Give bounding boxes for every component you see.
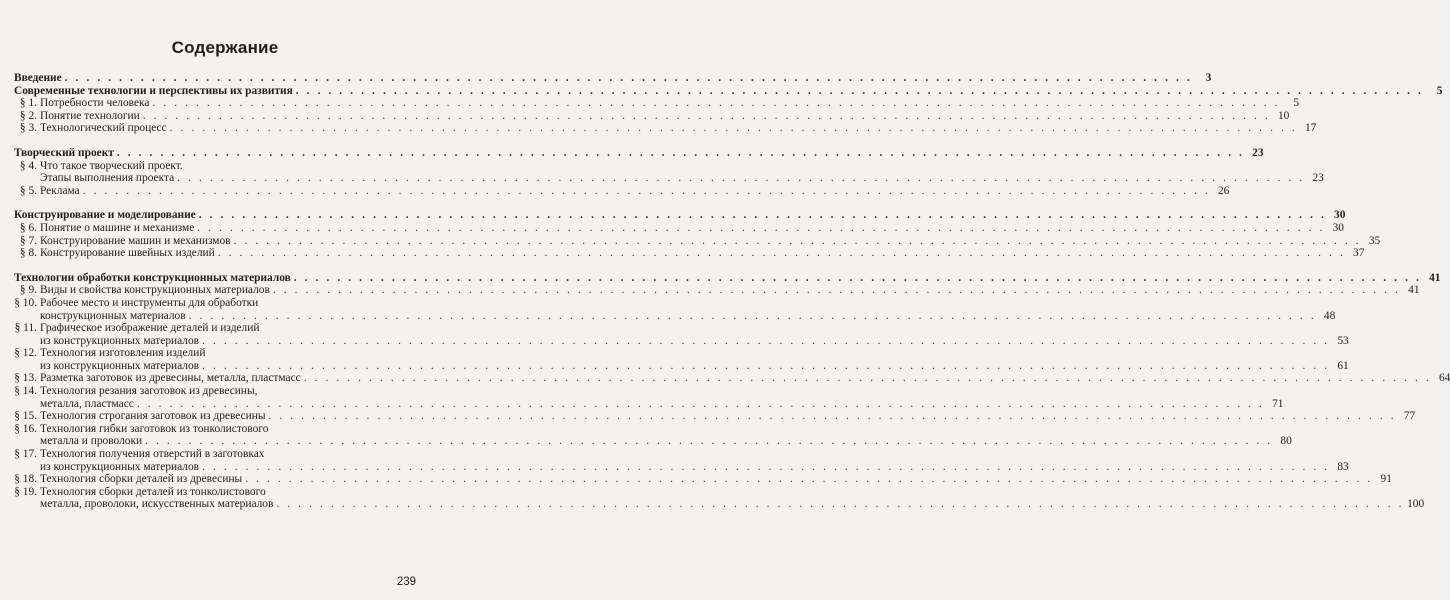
toc-entry-row[interactable] — [14, 359, 1349, 373]
toc-entry-row[interactable] — [14, 234, 1381, 248]
toc-page-number: 30 — [1334, 209, 1346, 222]
toc-leader-dots: . . . . . . . . . . . . . . . . . . . . . . . . . . . . . . . . . . . . . . . . . . . . . . . . . . . . . . . . . . . . . . . . . . . . . . . . . . . . . . . . . . . . . . . . . . . . . . . . . . . . . . . . — [245, 473, 1373, 486]
toc-paragraph-number: § 7. — [19, 234, 37, 247]
toc-heading-row[interactable] — [14, 72, 1212, 85]
toc-paragraph-number: § 8. — [19, 247, 37, 260]
toc-entry-title: Виды и свойства конструкционных материалов — [40, 284, 270, 297]
toc-page-number: 5 — [1293, 97, 1300, 110]
toc-paragraph-number: § 3. — [19, 122, 37, 135]
toc-entry-title: Технология сборки деталей из тонколистового — [40, 485, 266, 498]
toc-entry-row[interactable] — [14, 109, 1290, 123]
toc-paragraph-number: § 4. — [19, 159, 37, 172]
toc-leader-dots: . . . . . . . . . . . . . . . . . . . . . . . . . . . . . . . . . . . . . . . . . . . . . . . . . . . . . . . . . . . . . . . . . . . . . . . . . . . . . . . . . . . . . . . . . . . . . . . . . . . . . . . . — [64, 72, 1193, 84]
toc-entry-title: Современные технологии и перспективы их развития — [14, 84, 293, 97]
toc-paragraph-number: § 16. — [14, 422, 37, 435]
toc-entry-title: Технология строгания заготовок из древесины — [40, 410, 266, 423]
toc-page-number: 5 — [1436, 84, 1443, 97]
toc-leader-dots: . . . . . . . . . . . . . . . . . . . . . . . . . . . . . . . . . . . . . . . . . . . . . . . . . . . . . . . . . . . . . . . . . . . . . . . . . . . . . . . . . . . . . . . . . . . . . . . . . . . . . . . . — [169, 122, 1298, 135]
toc-leader-dots: . . . . . . . . . . . . . . . . . . . . . . . . . . . . . . . . . . . . . . . . . . . . . . . . . . . . . . . . . . . . . . . . . . . . . . . . . . . . . . . . . . . . . . . . . . . . . . . . . . . . . . . . — [202, 460, 1330, 473]
toc-entry-title: Реклама — [40, 184, 80, 197]
toc-paragraph-number: § 12. — [14, 347, 37, 360]
toc-page-number: 71 — [1272, 397, 1284, 410]
toc-entry-row[interactable] — [14, 385, 416, 398]
toc-heading-row[interactable] — [14, 271, 1441, 285]
toc-leader-dots: . . . . . . . . . . . . . . . . . . . . . . . . . . . . . . . . . . . . . . . . . . . . . . . . . . . . . . . . . . . . . . . . . . . . . . . . . . . . . . . . . . . . . . . . . . . . . . . . . . . . . . . . — [145, 435, 1273, 448]
toc-page-number: 77 — [1403, 410, 1416, 423]
toc-section — [14, 209, 1381, 260]
toc-paragraph-number: § 11. — [14, 322, 37, 335]
toc-leader-dots: . . . . . . . . . . . . . . . . . . . . . . . . . . . . . . . . . . . . . . . . . . . . . . . . . . . . . . . . . . . . . . . . . . . . . . . . . . . . . . . . . . . . . . . . . . . . . . . . . . . . . . . . — [197, 221, 1325, 234]
toc-leader-dots: . . . . . . . . . . . . . . . . . . . . . . . . . . . . . . . . . . . . . . . . . . . . . . . . . . . . . . . . . . . . . . . . . . . . . . . . . . . . . . . . . . . . . . . . . . . . . . . . . . . . . . . . — [188, 309, 1317, 322]
toc-entry-row[interactable] — [14, 184, 1230, 198]
toc-paragraph-number: § 1. — [19, 97, 37, 110]
table-of-contents — [14, 72, 1450, 523]
toc-page-number: 26 — [1217, 184, 1230, 197]
toc-leader-dots: . . . . . . . . . . . . . . . . . . . . . . . . . . . . . . . . . . . . . . . . . . . . . . . . . . . . . . . . . . . . . . . . . . . . . . . . . . . . . . . . . . . . . . . . . . . . . . . . . . . . . . . . — [198, 209, 1327, 222]
toc-leader-dots: . . . . . . . . . . . . . . . . . . . . . . . . . . . . . . . . . . . . . . . . . . . . . . . . . . . . . . . . . . . . . . . . . . . . . . . . . . . . . . . . . . . . . . . . . . . . . . . . . . . . . . . . — [202, 359, 1330, 372]
toc-page-number: 61 — [1337, 359, 1349, 372]
toc-entry-row[interactable] — [14, 423, 416, 436]
toc-entry-title: Рабочее место и инструменты для обработки — [40, 296, 259, 309]
toc-paragraph-number: § 18. — [14, 473, 37, 486]
toc-entry-row[interactable] — [14, 309, 1336, 323]
toc-paragraph-number: § 6. — [19, 221, 37, 234]
toc-leader-dots: . . . . . . . . . . . . . . . . . . . . . . . . . . . . . . . . . . . . . . . . . . . . . . . . . . . . . . . . . . . . . . . . . . . . . . . . . . . . . . . . . . . . . . . . . . . . . . . . . . . . . . . . — [116, 146, 1245, 159]
toc-entry-title: Технология сборки деталей из древесины — [40, 473, 243, 486]
toc-entry-row[interactable] — [14, 347, 416, 360]
toc-entry-title: Конструирование и моделирование — [14, 209, 196, 222]
toc-section — [14, 271, 1450, 511]
toc-entry-title: Разметка заготовок из древесины, металла, пластмасс — [40, 372, 301, 385]
toc-entry-row[interactable] — [14, 486, 416, 499]
toc-entry-row[interactable] — [14, 473, 1392, 486]
toc-page-number: 48 — [1323, 309, 1336, 322]
toc-heading-row[interactable] — [14, 146, 1264, 160]
toc-entry-row[interactable] — [14, 160, 416, 173]
toc-section — [14, 72, 1443, 135]
toc-page-number: 10 — [1277, 109, 1290, 122]
toc-leader-dots: . . . . . . . . . . . . . . . . . . . . . . . . . . . . . . . . . . . . . . . . . . . . . . . . . . . . . . . . . . . . . . . . . . . . . . . . . . . . . . . . . . . . . . . . . . . . . . . . . . . . . . . . — [276, 498, 1405, 511]
toc-page-number: 35 — [1368, 234, 1381, 247]
toc-leader-dots: . . . . . . . . . . . . . . . . . . . . . . . . . . . . . . . . . . . . . . . . . . . . . . . . . . . . . . . . . . . . . . . . . . . . . . . . . . . . . . . . . . . . . . . . . . . . . . . . . . . . . . . . — [136, 397, 1265, 410]
toc-entry-title: Потребности человека — [40, 97, 150, 110]
toc-leader-dots: . . . . . . . . . . . . . . . . . . . . . . . . . . . . . . . . . . . . . . . . . . . . . . . . . . . . . . . . . . . . . . . . . . . . . . . . . . . . . . . . . . . . . . . . . . . . . . . . . . . . . . . . — [233, 234, 1362, 247]
toc-page-number: 41 — [1408, 284, 1420, 297]
toc-entry-title: Что такое творческий проект. — [40, 159, 183, 172]
toc-page-number: 41 — [1429, 271, 1441, 284]
toc-entry-row[interactable] — [14, 122, 1317, 135]
toc-paragraph-number: § 15. — [14, 410, 37, 423]
toc-entry-row[interactable] — [14, 221, 1344, 235]
toc-page-number: 100 — [1407, 498, 1425, 511]
toc-entry-row[interactable] — [14, 460, 1349, 474]
toc-leader-dots: . . . . . . . . . . . . . . . . . . . . . . . . . . . . . . . . . . . . . . . . . . . . . . . . . . . . . . . . . . . . . . . . . . . . . . . . . . . . . . . . . . . . . . . . . . . . . . . . . . . . . . . . — [152, 97, 1281, 110]
toc-paragraph-number: § 19. — [14, 485, 37, 498]
toc-entry-title: Технология резания заготовок из древесины, — [40, 385, 258, 398]
toc-paragraph-number: § 17. — [14, 448, 37, 461]
toc-page-number: 64 — [1438, 372, 1450, 385]
toc-entry-title: конструкционных материалов — [40, 309, 186, 322]
toc-page-number: 23 — [1252, 146, 1264, 159]
toc-entry-title: из конструкционных материалов — [40, 359, 200, 372]
toc-entry-row[interactable] — [14, 372, 1450, 385]
toc-entry-title: Конструирование швейных изделий — [40, 247, 215, 260]
toc-leader-dots: . . . . . . . . . . . . . . . . . . . . . . . . . . . . . . . . . . . . . . . . . . . . . . . . . . . . . . . . . . . . . . . . . . . . . . . . . . . . . . . . . . . . . . . . . . . . . . . . . . . . . . . . — [295, 84, 1424, 97]
toc-section — [14, 146, 1324, 197]
toc-entry-row[interactable] — [14, 435, 1292, 448]
toc-leader-dots: . . . . . . . . . . . . . . . . . . . . . . . . . . . . . . . . . . . . . . . . . . . . . . . . . . . . . . . . . . . . . . . . . . . . . . . . . . . . . . . . . . . . . . . . . . . . . . . . . . . . . . . . — [268, 410, 1397, 423]
toc-leader-dots: . . . . . . . . . . . . . . . . . . . . . . . . . . . . . . . . . . . . . . . . . . . . . . . . . . . . . . . . . . . . . . . . . . . . . . . . . . . . . . . . . . . . . . . . . . . . . . . . . . . . . . . . — [82, 184, 1211, 197]
toc-entry-title: Конструирование машин и механизмов — [40, 234, 231, 247]
toc-page-number: 23 — [1312, 172, 1324, 185]
toc-heading-row[interactable] — [14, 209, 1346, 222]
toc-page-number: 3 — [1205, 72, 1212, 84]
toc-entry-title: Введение — [14, 72, 62, 84]
toc-entry-row[interactable] — [14, 498, 1425, 511]
toc-page-number: 91 — [1380, 473, 1392, 486]
toc-entry-row[interactable] — [14, 247, 1365, 260]
toc-entry-row[interactable] — [14, 322, 416, 335]
toc-paragraph-number: § 13. — [14, 372, 37, 385]
toc-entry-title: Технологический процесс — [40, 122, 167, 135]
toc-paragraph-number: § 9. — [19, 284, 37, 297]
toc-entry-title: Технология изготовления изделий — [40, 347, 206, 360]
toc-entry-title: металла, проволоки, искусственных материалов — [40, 498, 274, 511]
toc-entry-title: Понятие технологии — [40, 109, 140, 122]
toc-entry-title: из конструкционных материалов — [40, 334, 200, 347]
toc-entry-title: металла, пластмасс — [40, 397, 134, 410]
toc-entry-row[interactable] — [14, 410, 1416, 423]
toc-entry-row[interactable] — [14, 97, 1300, 110]
page-number: 239 — [396, 576, 416, 588]
toc-leader-dots: . . . . . . . . . . . . . . . . . . . . . . . . . . . . . . . . . . . . . . . . . . . . . . . . . . . . . . . . . . . . . . . . . . . . . . . . . . . . . . . . . . . . . . . . . . . . . . . . . . . . . . . . — [202, 334, 1330, 347]
toc-page-number: 37 — [1353, 247, 1365, 260]
toc-entry-title: Этапы выполнения проекта — [40, 172, 175, 185]
toc-leader-dots: . . . . . . . . . . . . . . . . . . . . . . . . . . . . . . . . . . . . . . . . . . . . . . . . . . . . . . . . . . . . . . . . . . . . . . . . . . . . . . . . . . . . . . . . . . . . . . . . . . . . . . . . — [272, 284, 1401, 297]
toc-paragraph-number: § 10. — [14, 296, 37, 309]
toc-entry-title: металла и проволоки — [40, 435, 143, 448]
toc-entry-title: Технология получения отверстий в заготовках — [40, 448, 265, 461]
toc-paragraph-number: § 5. — [19, 184, 37, 197]
toc-paragraph-number: § 2. — [19, 109, 37, 122]
toc-entry-row[interactable] — [14, 397, 1284, 411]
toc-entry-row[interactable] — [14, 297, 416, 310]
toc-page-number: 80 — [1280, 435, 1292, 448]
toc-page-number: 30 — [1332, 221, 1344, 234]
toc-entry-row[interactable] — [14, 172, 1324, 185]
toc-leader-dots: . . . . . . . . . . . . . . . . . . . . . . . . . . . . . . . . . . . . . . . . . . . . . . . . . . . . . . . . . . . . . . . . . . . . . . . . . . . . . . . . . . . . . . . . . . . . . . . . . . . . . . . . — [303, 372, 1432, 385]
toc-leader-dots: . . . . . . . . . . . . . . . . . . . . . . . . . . . . . . . . . . . . . . . . . . . . . . . . . . . . . . . . . . . . . . . . . . . . . . . . . . . . . . . . . . . . . . . . . . . . . . . . . . . . . . . . — [177, 172, 1305, 185]
toc-entry-title: Технологии обработки конструкционных материалов — [14, 271, 291, 284]
toc-entry-title: Графическое изображение деталей и изделий — [40, 322, 260, 335]
toc-leader-dots: . . . . . . . . . . . . . . . . . . . . . . . . . . . . . . . . . . . . . . . . . . . . . . . . . . . . . . . . . . . . . . . . . . . . . . . . . . . . . . . . . . . . . . . . . . . . . . . . . . . . . . . . — [142, 109, 1271, 122]
toc-leader-dots: . . . . . . . . . . . . . . . . . . . . . . . . . . . . . . . . . . . . . . . . . . . . . . . . . . . . . . . . . . . . . . . . . . . . . . . . . . . . . . . . . . . . . . . . . . . . . . . . . . . . . . . . — [217, 247, 1346, 260]
toc-entry-title: из конструкционных материалов — [40, 460, 200, 473]
toc-entry-title: Технология гибки заготовок из тонколистового — [40, 422, 269, 435]
toc-page-number: 53 — [1337, 334, 1349, 347]
toc-entry-title: Понятие о машине и механизме — [40, 221, 195, 234]
page-title: Содержание — [171, 38, 279, 57]
toc-leader-dots: . . . . . . . . . . . . . . . . . . . . . . . . . . . . . . . . . . . . . . . . . . . . . . . . . . . . . . . . . . . . . . . . . . . . . . . . . . . . . . . . . . . . . . . . . . . . . . . . . . . . . . . . — [293, 271, 1422, 284]
toc-heading-row[interactable] — [14, 84, 1443, 98]
toc-entry-title: Творческий проект — [14, 146, 114, 159]
toc-entry-row[interactable] — [14, 448, 416, 461]
toc-paragraph-number: § 14. — [14, 385, 37, 398]
toc-entry-row[interactable] — [14, 284, 1420, 297]
toc-page-number: 17 — [1304, 122, 1317, 135]
toc-page-number: 83 — [1337, 460, 1349, 473]
toc-entry-row[interactable] — [14, 334, 1349, 348]
